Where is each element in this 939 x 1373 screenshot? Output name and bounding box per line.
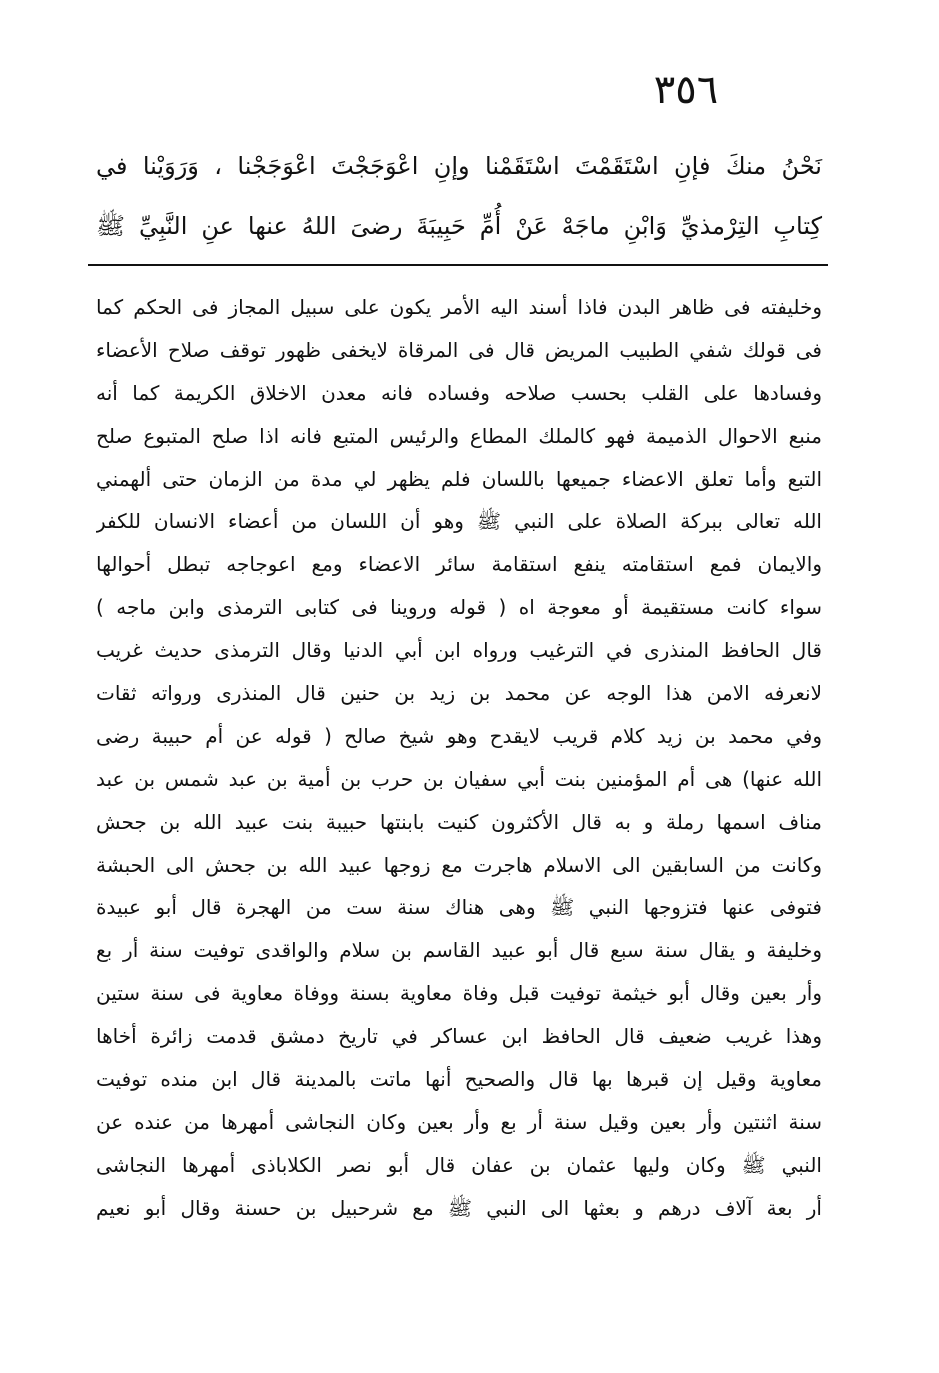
- commentary-line: النبي ﷺ وكان وليها عثمان بن عفان قال أبو نصر الكلاباذى أمهرها النجاشى: [96, 1152, 822, 1177]
- commentary-line: فى قولك شفي الطبيب المريض قال فى المرقاة لايخفى ظهور توقف صلاح الأعضاء: [96, 337, 822, 362]
- main-text-line: كِتابِ التِرْمذيِّ وَابْنِ ماجَهْ عَنْ أُمِّ حَبِيبَةَ رضىَ اللهُ عنها عنِ النَّبِيِّ ﷺ: [96, 212, 822, 240]
- commentary-line: مناف اسمها رملة و به قال الأكثرون كنيت بابنتها حبيبة بنت عبيد الله بن جحش: [96, 809, 822, 834]
- commentary-block: [96, 286, 822, 1230]
- commentary-line: سنة اثنتين وأر بعين وقيل سنة أر بع وأر بعين وكان النجاشى أمهرها من عنده عن: [96, 1109, 822, 1134]
- commentary-line: أر بعة آلاف درهم و بعثها الى النبي ﷺ مع شرحبيل بن حسنة وقال أبو نعيم: [96, 1195, 822, 1220]
- commentary-line: وأر بعين وقال أبو خيثمة توفيت قبل وفاة معاوية بسنة ووفاة معاوية فى سنة ستين: [96, 981, 822, 1006]
- commentary-line: وهذا غريب ضعيف قال الحافظ ابن عساكر في تاريخ دمشق قدمت زائرة أخاها: [96, 1024, 822, 1049]
- main-text-line: نَحْنُ منكَ فإنِ اسْتَقَمْتَ اسْتَقَمْنا وإنِ اعْوَجَجْتَ اعْوَجَجْنا ، وَرَوَيْنا في: [96, 152, 822, 180]
- commentary-line: قال الحافظ المنذرى في الترغيب ورواه ابن أبي الدنيا وقال الترمذى حديث غريب: [96, 638, 822, 663]
- page-number: ٣٥٦: [653, 67, 719, 113]
- commentary-line: وكانت من السابقين الى الاسلام هاجرت مع زوجها عبيد الله بن جحش الى الحبشة: [96, 852, 822, 877]
- commentary-line: الله عنها) هى أم المؤمنين بنت أبي سفيان بن حرب بن أمية بن عبد شمس بن عبد: [96, 766, 822, 791]
- commentary-line: التبع وأما تعلق الاعضاء جميعها باللسان فلم يظهر لي مدة من الزمان حتى ألهمني: [96, 466, 822, 491]
- commentary-line: لانعرفه الامن هذا الوجه عن محمد بن زيد بن حنين قال المنذرى ورواته ثقات: [96, 681, 822, 706]
- commentary-line: وخليفة و يقال سنة سبع قال أبو عبيد القاسم بن سلام والواقدى توفيت سنة أر بع: [96, 938, 822, 963]
- commentary-line: الله تعالى ببركة الصلاة على النبي ﷺ وهو أن اللسان من أعضاء الانسان للكفر: [96, 509, 822, 534]
- commentary-line: وفسادها على القلب بحسب صلاحه وفساده فانه معدن الاخلاق الكريمة كما أنه: [96, 380, 822, 405]
- commentary-line: وخليفته فى ظاهر البدن فاذا أسند اليه الأمر يكون على سبيل المجاز فى الحكم كما: [96, 295, 822, 319]
- commentary-line: منبع الاحوال الذميمة فهو كالملك المطاع والرئيس المتبع فانه اذا صلح المتبوع صلح: [96, 423, 822, 448]
- commentary-line: وفي محمد بن زيد كلام قريب لايقدح وهو شيخ صالح ( قوله عن أم حبيبة رضى: [96, 723, 822, 748]
- main-text-block: [96, 136, 822, 256]
- commentary-line: سواء كانت مستقيمة أو معوجة اه ( قوله وروينا فى كتابى الترمذى وابن ماجه ): [96, 595, 822, 620]
- section-divider: [88, 264, 828, 266]
- commentary-line: فتوفى عنها فتزوجها النبي ﷺ وهى هناك سنة ست من الهجرة قال أبو عبيدة: [96, 895, 822, 920]
- commentary-line: والايمان فمع استقامته ينفع استقامة سائر الاعضاء ومع اعوجاجه تبطل أحوالها: [96, 552, 822, 577]
- commentary-line: معاوية وقيل إن قبرها بها قال والصحيح أنها ماتت بالمدينة قال ابن منده توفيت: [96, 1067, 822, 1092]
